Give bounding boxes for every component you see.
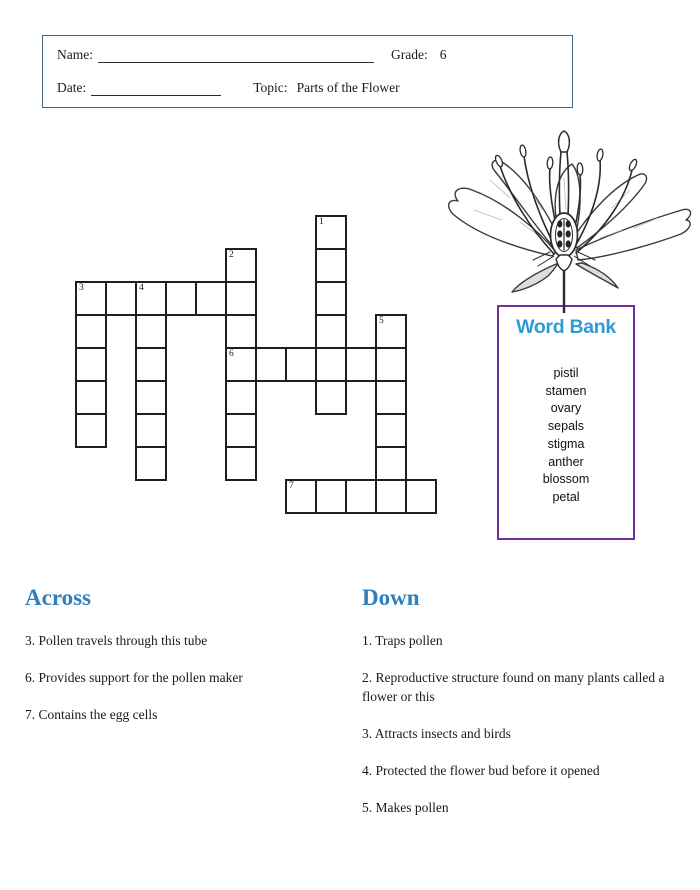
crossword-grid bbox=[75, 215, 439, 516]
date-label: Date: bbox=[57, 80, 87, 95]
crossword-cell[interactable] bbox=[285, 347, 317, 382]
down-clue-4: 4. Protected the flower bud before it opened bbox=[362, 763, 600, 778]
crossword-cell[interactable] bbox=[75, 314, 107, 349]
crossword-cell[interactable] bbox=[315, 314, 347, 349]
crossword-cell[interactable] bbox=[375, 479, 407, 514]
word-bank bbox=[497, 305, 635, 540]
cell-number: 7 bbox=[289, 481, 294, 491]
crossword-cell[interactable] bbox=[255, 347, 287, 382]
cell-number: 1 bbox=[319, 217, 324, 227]
cell-number: 2 bbox=[229, 250, 234, 260]
across-clue-6: 6. Provides support for the pollen maker bbox=[25, 670, 243, 685]
sepal-left bbox=[512, 264, 557, 292]
name-label: Name: bbox=[57, 47, 93, 62]
word-bank-word: sepals bbox=[547, 419, 585, 434]
across-section bbox=[25, 585, 345, 742]
word-bank-word: stamen bbox=[545, 383, 587, 398]
name-blank-line[interactable] bbox=[98, 48, 374, 63]
crossword-cell[interactable] bbox=[375, 446, 407, 481]
word-bank-word: anther bbox=[548, 454, 584, 469]
crossword-cell[interactable] bbox=[135, 314, 167, 349]
word-bank-list bbox=[499, 365, 633, 507]
crossword-cell[interactable] bbox=[225, 281, 257, 316]
cell-number: 3 bbox=[79, 283, 84, 293]
word-bank-word: blossom bbox=[542, 472, 590, 487]
crossword-cell[interactable] bbox=[135, 446, 167, 481]
crossword-cell[interactable] bbox=[135, 347, 167, 382]
down-heading: Down bbox=[362, 585, 420, 610]
header-box bbox=[42, 35, 573, 108]
date-blank-line[interactable] bbox=[91, 81, 221, 96]
crossword-cell[interactable] bbox=[135, 380, 167, 415]
crossword-cell[interactable] bbox=[75, 413, 107, 448]
crossword-cell[interactable] bbox=[315, 347, 347, 382]
cell-number: 5 bbox=[379, 316, 384, 326]
stigma bbox=[559, 131, 570, 152]
down-clue-3: 3. Attracts insects and birds bbox=[362, 726, 511, 741]
topic-label: Topic: bbox=[253, 80, 288, 95]
down-clue-5: 5. Makes pollen bbox=[362, 800, 449, 815]
down-clues bbox=[362, 631, 694, 817]
down-section bbox=[362, 585, 694, 835]
across-clue-3: 3. Pollen travels through this tube bbox=[25, 633, 208, 648]
topic-value: Parts of the Flower bbox=[296, 80, 400, 95]
crossword-cell[interactable] bbox=[225, 446, 257, 481]
crossword-cell[interactable] bbox=[315, 479, 347, 514]
crossword-cell[interactable] bbox=[75, 347, 107, 382]
across-clue-7: 7. Contains the egg cells bbox=[25, 707, 158, 722]
crossword-cell[interactable] bbox=[135, 413, 167, 448]
crossword-cell[interactable] bbox=[75, 380, 107, 415]
crossword-cell[interactable] bbox=[375, 380, 407, 415]
crossword-cell[interactable] bbox=[345, 347, 377, 382]
across-clues bbox=[25, 631, 345, 724]
word-bank-word: petal bbox=[552, 489, 580, 504]
crossword-cell[interactable] bbox=[225, 314, 257, 349]
crossword-cell[interactable] bbox=[315, 248, 347, 283]
crossword-cell[interactable] bbox=[375, 347, 407, 382]
word-bank-word: pistil bbox=[553, 366, 579, 380]
crossword-cell[interactable] bbox=[225, 413, 257, 448]
down-clue-2: 2. Reproductive structure found on many plants called a flower or this bbox=[362, 670, 665, 704]
word-bank-word: ovary bbox=[550, 401, 582, 416]
word-bank-word: stigma bbox=[547, 436, 585, 451]
crossword-cell[interactable] bbox=[225, 380, 257, 415]
cell-number: 6 bbox=[229, 349, 234, 359]
down-clue-1: 1. Traps pollen bbox=[362, 633, 443, 648]
crossword-cell[interactable] bbox=[195, 281, 227, 316]
crossword-cell[interactable] bbox=[315, 281, 347, 316]
crossword-cell[interactable] bbox=[165, 281, 197, 316]
word-bank-title: Word Bank bbox=[516, 316, 616, 338]
cell-number: 4 bbox=[139, 283, 144, 293]
crossword-cell[interactable] bbox=[105, 281, 137, 316]
across-heading: Across bbox=[25, 585, 92, 610]
crossword-cell[interactable] bbox=[315, 380, 347, 415]
grade-label: Grade: bbox=[391, 47, 428, 62]
flower-illustration bbox=[430, 118, 700, 313]
crossword-cell[interactable] bbox=[345, 479, 377, 514]
crossword-cell[interactable] bbox=[375, 413, 407, 448]
grade-value: 6 bbox=[439, 47, 447, 62]
receptacle bbox=[556, 255, 572, 271]
sepal-right bbox=[576, 263, 618, 288]
crossword-cell[interactable] bbox=[405, 479, 437, 514]
